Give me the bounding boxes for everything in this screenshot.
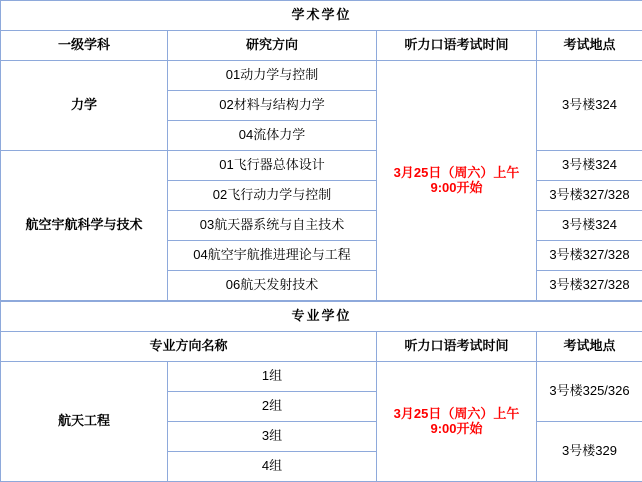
location-cell: 3号楼324 [537,61,642,151]
header-exam-location-professional: 考试地点 [537,332,642,362]
direction-cell: 03航天器系统与自主技术 [168,211,377,241]
table-row [1,151,642,181]
location-cell: 3号楼324 [537,151,642,181]
direction-cell: 04流体力学 [168,121,377,151]
direction-cell: 3组 [168,422,377,452]
table-header-row [1,332,642,362]
table-header-row [1,31,642,61]
exam-time-professional: 3月25日（周六）上午9:00开始 [377,362,537,482]
direction-cell: 4组 [168,452,377,482]
direction-cell: 01动力学与控制 [168,61,377,91]
exam-time-academic: 3月25日（周六）上午9:00开始 [377,61,537,301]
header-discipline: 一级学科 [1,31,168,61]
header-exam-location: 考试地点 [537,31,642,61]
location-cell: 3号楼327/328 [537,181,642,211]
header-professional-direction-name: 专业方向名称 [1,332,377,362]
direction-cell: 04航空宇航推进理论与工程 [168,241,377,271]
direction-cell: 2组 [168,392,377,422]
header-exam-time: 听力口语考试时间 [377,31,537,61]
table-row [1,61,642,91]
location-cell: 3号楼327/328 [537,271,642,301]
section-band-professional: 专业学位 [1,302,642,332]
direction-cell: 02材料与结构力学 [168,91,377,121]
location-cell: 3号楼325/326 [537,362,642,422]
professional-degree-table [0,301,642,482]
direction-cell: 02飞行动力学与控制 [168,181,377,211]
direction-cell: 06航天发射技术 [168,271,377,301]
section-band-row [1,1,642,31]
major-aerospace-engineering: 航天工程 [1,362,168,482]
header-research-direction: 研究方向 [168,31,377,61]
location-cell: 3号楼324 [537,211,642,241]
direction-cell: 01飞行器总体设计 [168,151,377,181]
location-cell: 3号楼327/328 [537,241,642,271]
direction-cell: 1组 [168,362,377,392]
discipline-mechanics: 力学 [1,61,168,151]
table-row [1,362,642,392]
section-band-academic: 学术学位 [1,1,642,31]
section-band-row [1,302,642,332]
location-cell: 3号楼329 [537,422,642,482]
discipline-aerospace: 航空宇航科学与技术 [1,151,168,301]
header-exam-time-professional: 听力口语考试时间 [377,332,537,362]
